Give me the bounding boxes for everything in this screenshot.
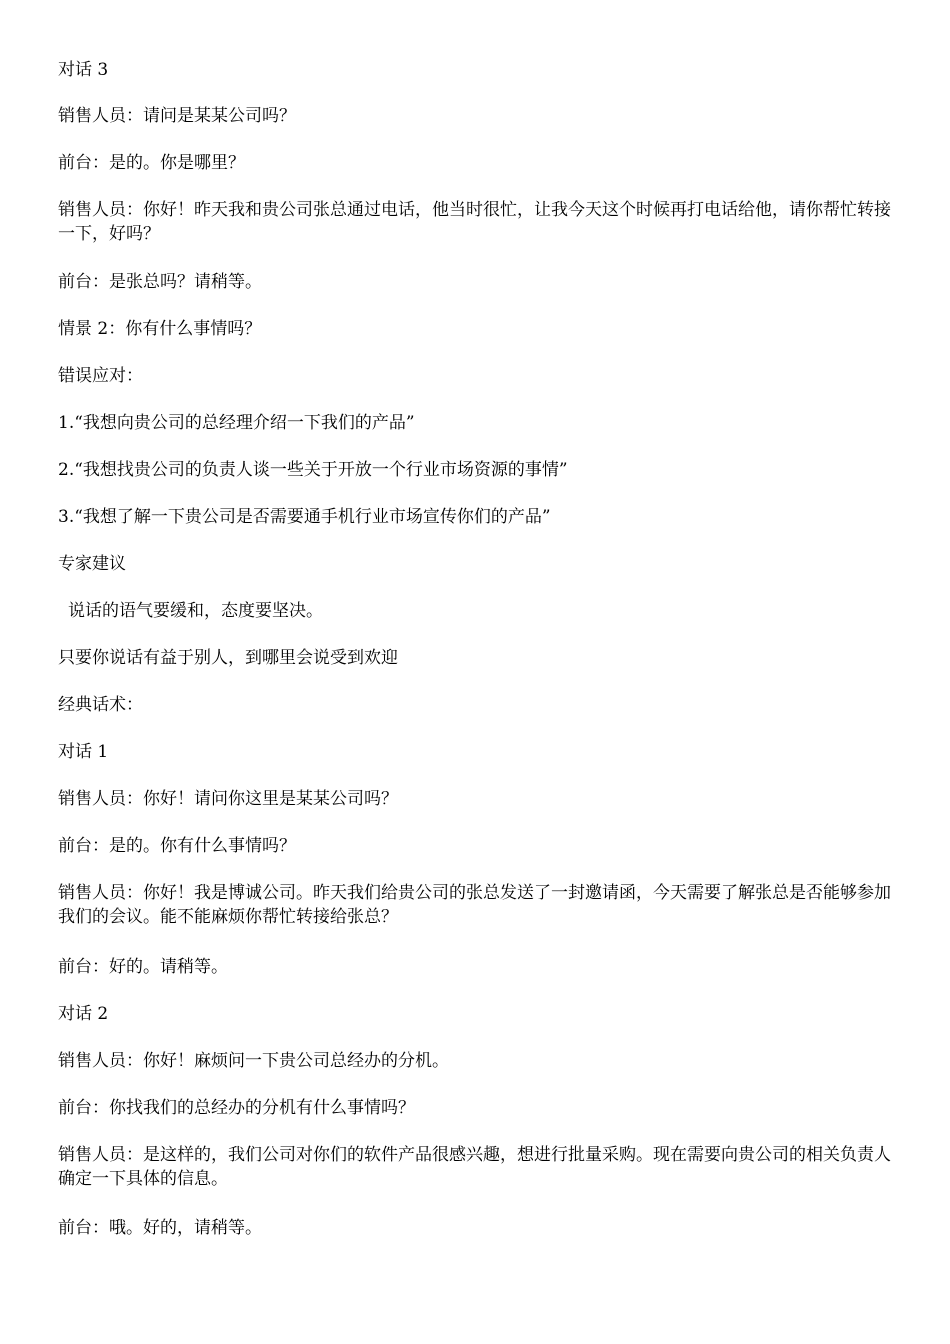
list-item: 2.“我想找贵公司的负责人谈一些关于开放一个行业市场资源的事情”	[58, 460, 568, 480]
heading-dialog-1: 对话 1	[58, 742, 109, 762]
paragraph-line: 前台：是的。你有什么事情吗？	[58, 836, 296, 856]
paragraph-line: 销售人员：是这样的，我们公司对你们的软件产品很感兴趣，想进行批量采购。现在需要向贵公司的相关负责人确定一下具体的信息。	[58, 1145, 891, 1189]
paragraph-line: 销售人员：请问是某某公司吗？	[58, 106, 296, 126]
paragraph-line: 前台：好的。请稍等。	[58, 957, 228, 977]
heading-scenario-2: 情景 2：你有什么事情吗？	[58, 319, 262, 339]
paragraph-line: 只要你说话有益于别人，到哪里会说受到欢迎	[58, 648, 398, 668]
paragraph-line: 前台：是的。你是哪里？	[58, 153, 245, 173]
paragraph-line: 说话的语气要缓和，态度要坚决。	[68, 601, 323, 621]
paragraph-line: 销售人员：你好！麻烦问一下贵公司总经办的分机。	[58, 1051, 449, 1071]
heading-classic-script: 经典话术：	[58, 695, 143, 715]
heading-expert-advice: 专家建议	[58, 554, 126, 574]
paragraph-line: 前台：哦。好的，请稍等。	[58, 1218, 262, 1238]
list-item: 3.“我想了解一下贵公司是否需要通手机行业市场宣传你们的产品”	[58, 507, 551, 527]
paragraph-line: 销售人员：你好！请问你这里是某某公司吗？	[58, 789, 398, 809]
heading-wrong-responses: 错误应对：	[58, 366, 143, 386]
paragraph-line: 前台：你找我们的总经办的分机有什么事情吗？	[58, 1098, 415, 1118]
paragraph-line: 销售人员：你好！我是博诚公司。昨天我们给贵公司的张总发送了一封邀请函，今天需要了解张总是否能够参加我们的会议。能不能麻烦你帮忙转接给张总？	[58, 883, 891, 927]
list-item: 1.“我想向贵公司的总经理介绍一下我们的产品”	[58, 413, 415, 433]
paragraph-line: 销售人员：你好！昨天我和贵公司张总通过电话，他当时很忙，让我今天这个时候再打电话给他，请你帮忙转接一下，好吗？	[58, 200, 891, 244]
heading-dialog-3: 对话 3	[58, 60, 109, 80]
paragraph-line: 前台：是张总吗？请稍等。	[58, 272, 262, 292]
heading-dialog-2: 对话 2	[58, 1004, 109, 1024]
